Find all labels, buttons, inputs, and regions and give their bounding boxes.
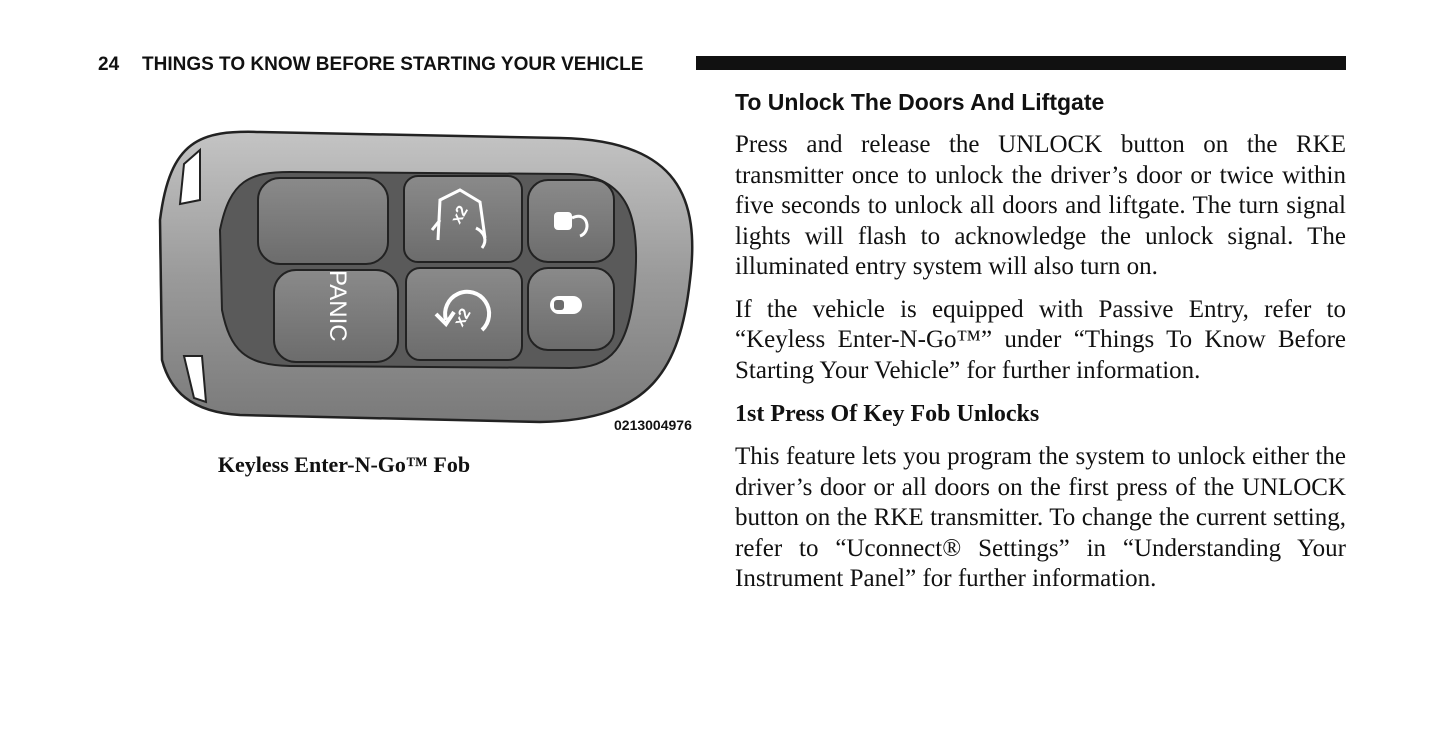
passive-entry-paragraph: If the vehicle is equipped with Passive Entry, refer to “Keyless Enter-N-Go™” under “Things To Know Before Starting Your Vehicle” for further information. [735, 295, 1346, 384]
figure-code: 0213004976 [614, 417, 692, 433]
page-header [98, 52, 1348, 78]
panic-label: PANIC [324, 270, 351, 342]
lock-icon [550, 296, 582, 314]
key-fob-figure [140, 120, 710, 440]
blank-button [258, 178, 388, 264]
first-press-paragraph: This feature lets you program the system to unlock either the driver’s door or all doors on the first press of the UNLOCK button on the RKE transmitter. To change the current setting, refer to “Uconnect® Settings” in “Understanding Your Instrument Panel” for further information. [735, 443, 1346, 592]
section-title: THINGS TO KNOW BEFORE STARTING YOUR VEHICLE [142, 54, 644, 75]
figure-caption: Keyless Enter-N-Go™ Fob [217, 452, 471, 477]
liftgate-x2-label: x2 [448, 203, 472, 227]
remote-start-x2-label: x2 [450, 305, 475, 330]
unlock-paragraph: Press and release the UNLOCK button on the RKE transmitter once to unlock the driver’s door or twice within five seconds to unlock all doors and liftgate. The turn signal lights will flash to acknowledge the unlock signal. The illuminated entry system will also turn on. [735, 131, 1346, 280]
header-rule [696, 56, 1346, 70]
text-column [735, 86, 1346, 607]
page-number: 24 [98, 54, 120, 75]
first-press-heading: 1st Press Of Key Fob Unlocks [735, 401, 1040, 427]
unlock-heading: To Unlock The Doors And Liftgate [735, 89, 1105, 115]
